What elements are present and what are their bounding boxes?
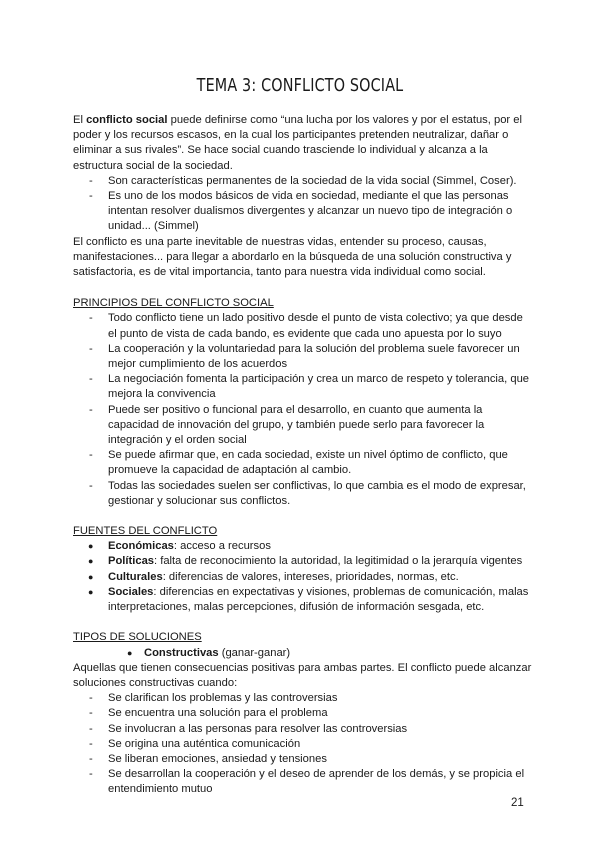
list-item: - Es uno de los modos básicos de vida en sociedad, mediante el que las personas intentan resolver dualismos divergentes y alcanzar un nuevo tipo de integración o unidad... (Simmel) xyxy=(73,189,533,235)
list-item: - Todo conflicto tiene un lado positivo desde el punto de vista colectivo; ya que desde el punto de vista de cada bando, es evidente que cada uno apuesta por lo suyo xyxy=(73,311,533,341)
page-number: 21 xyxy=(511,797,524,809)
list-item: - Se clarifican los problemas y las controversias xyxy=(73,691,533,706)
list-item: - Se encuentra una solución para el problema xyxy=(73,706,533,721)
intro-paragraph: El conflicto social puede definirse como “una lucha por los valores y por el estatus, por el poder y los recursos escasos, en la cual los participantes pretenden neutralizar, dañar o eliminar a sus rivales”. Se hace social cuando trasciende lo individual y alcanza a la estructura social de la sociedad. xyxy=(73,114,522,172)
fuentes-heading: FUENTES DEL CONFLICTO xyxy=(73,525,218,538)
list-item: ● Sociales: diferencias en expectativas y visiones, problemas de comunicación, malas interpretaciones, malas percepciones, difusión de información sesgada, etc. xyxy=(73,585,533,615)
list-item: - La cooperación y la voluntariedad para la solución del problema suele favorecer un mejor cumplimiento de los acuerdos xyxy=(73,342,533,372)
tipos-description: Aquellas que tienen consecuencias positivas para ambas partes. El conflicto puede alcanzar soluciones constructivas cuando: xyxy=(73,661,532,689)
page-title: TEMA 3: CONFLICTO SOCIAL xyxy=(196,76,404,96)
fuentes-list xyxy=(73,539,533,615)
list-item: - Se involucran a las personas para resolver las controversias xyxy=(73,722,533,737)
tipos-list xyxy=(73,691,533,797)
list-item: - Se liberan emociones, ansiedad y tensiones xyxy=(73,752,533,767)
list-item: - Se desarrollan la cooperación y el deseo de aprender de los demás, y se propicia el entendimiento mutuo xyxy=(73,767,533,797)
list-item: - Son características permanentes de la sociedad de la vida social (Simmel, Coser). xyxy=(73,174,533,189)
list-item: - Se puede afirmar que, en cada sociedad, existe un nivel óptimo de conflicto, que promueve la capacidad de adaptación al cambio. xyxy=(73,448,533,478)
list-item: - Se origina una auténtica comunicación xyxy=(73,737,533,752)
intro-list xyxy=(73,174,533,235)
tipos-bullet: ● Constructivas (ganar-ganar) xyxy=(73,646,533,661)
tipos-heading: TIPOS DE SOLUCIONES xyxy=(73,631,202,644)
list-item: - Todas las sociedades suelen ser conflictivas, lo que cambia es el modo de expresar, gestionar y solucionar sus conflictos. xyxy=(73,479,533,509)
intro-term: conflicto social xyxy=(86,114,168,126)
list-item: ● Políticas: falta de reconocimiento la autoridad, la legitimidad o la jerarquía vigentes xyxy=(73,554,533,569)
principios-heading: PRINCIPIOS DEL CONFLICTO SOCIAL xyxy=(73,297,274,310)
list-item: - Puede ser positivo o funcional para el desarrollo, en cuanto que aumenta la capacidad de innovación del grupo, y también puede serlo para favorecer la integración y el orden social xyxy=(73,403,533,449)
list-item: ● Culturales: diferencias de valores, intereses, prioridades, normas, etc. xyxy=(73,570,533,585)
list-item: ● Económicas: acceso a recursos xyxy=(73,539,533,554)
list-item: - La negociación fomenta la participación y crea un marco de respeto y tolerancia, que mejora la convivencia xyxy=(73,372,533,402)
document-body xyxy=(73,113,533,798)
principios-list xyxy=(73,311,533,509)
intro-closing-paragraph: El conflicto es una parte inevitable de nuestras vidas, entender su proceso, causas, manifestaciones... para llegar a abordarlo en la búsqueda de una solución constructiva y satisfactoria, es de vital importancia, tanto para nuestra vida individual como social. xyxy=(73,235,512,279)
